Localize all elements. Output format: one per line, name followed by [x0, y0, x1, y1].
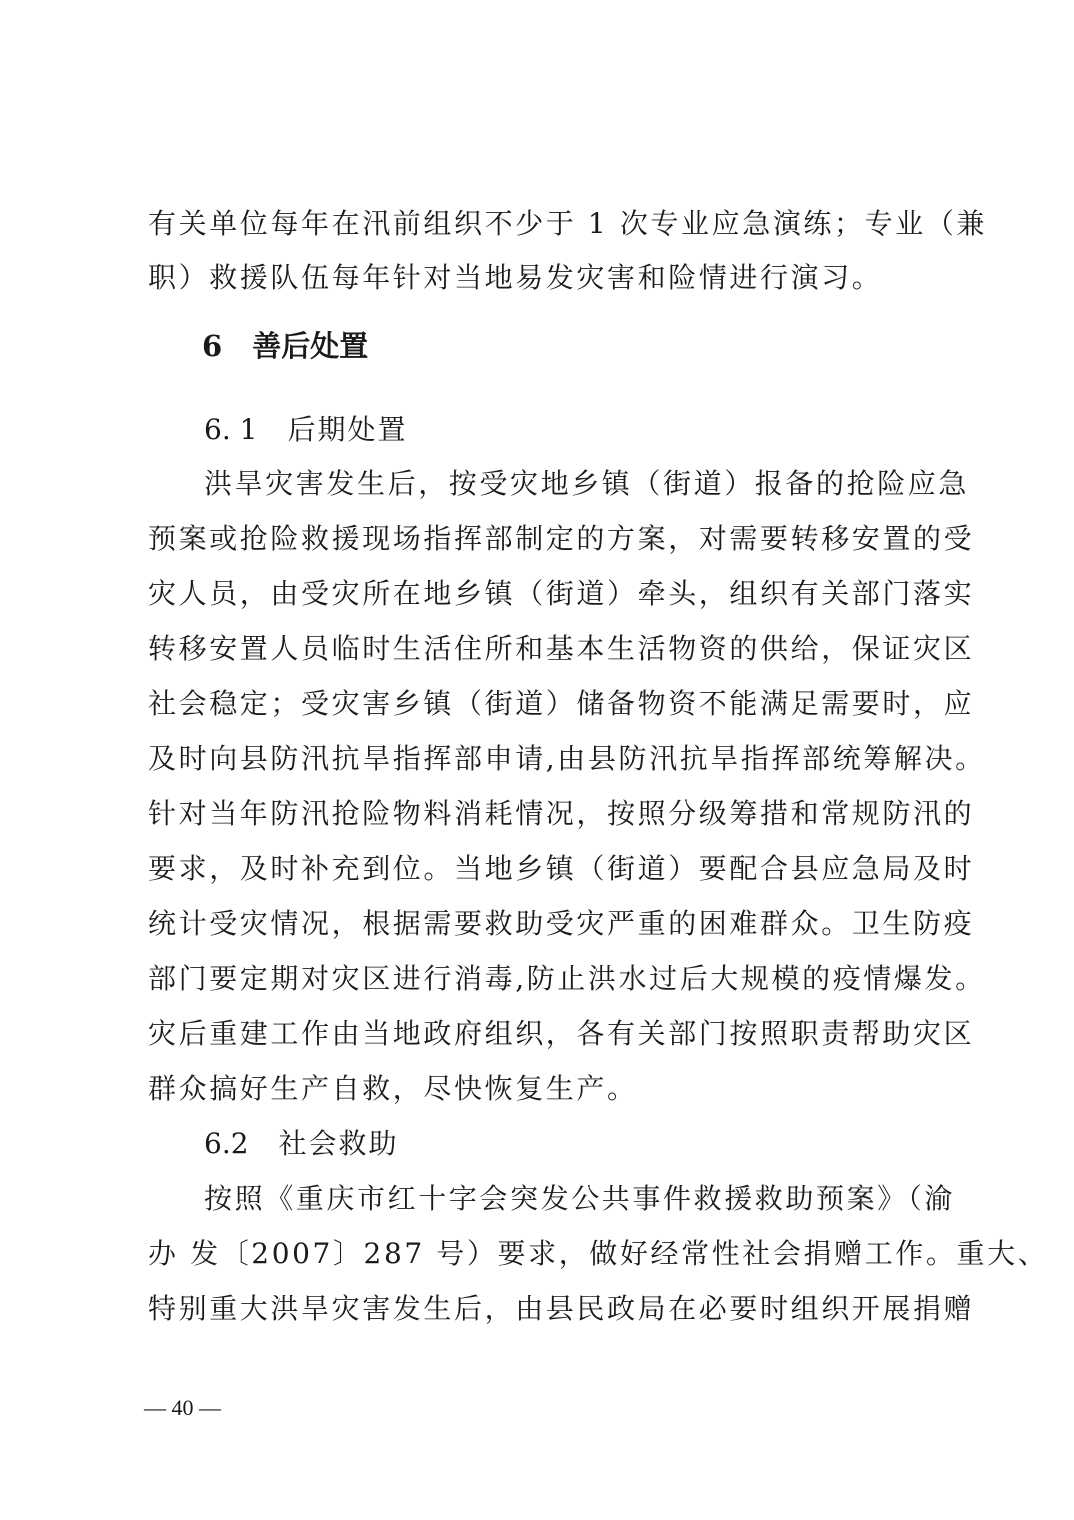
section-heading — [202, 328, 368, 364]
body-text-line: 办 发〔2007〕287 号）要求，做好经常性社会捐赠工作。重大、 — [148, 1237, 1049, 1270]
body-text-line: 有关单位每年在汛前组织不少于 1 次专业应急演练；专业（兼 — [148, 207, 988, 240]
section-number: 6 — [202, 329, 223, 363]
subsection-title: 后期处置 — [287, 413, 408, 446]
body-text-line: 转移安置人员临时生活住所和基本生活物资的供给，保证灾区 — [148, 632, 975, 665]
body-text-line: 社会稳定；受灾害乡镇（街道）储备物资不能满足需要时，应 — [148, 687, 975, 720]
body-text-line: 统计受灾情况，根据需要救助受灾严重的困难群众。卫生防疫 — [148, 907, 975, 940]
body-text-line: 要求，及时补充到位。当地乡镇（街道）要配合县应急局及时 — [148, 852, 975, 885]
subsection-number: 6. 1 — [204, 413, 258, 446]
body-text-line: 洪旱灾害发生后，按受灾地乡镇（街道）报备的抢险应急 — [204, 467, 970, 500]
body-text-line: 预案或抢险救援现场指挥部制定的方案，对需要转移安置的受 — [148, 522, 975, 555]
subsection-heading — [204, 412, 407, 448]
body-text-line: 灾人员，由受灾所在地乡镇（街道）牵头，组织有关部门落实 — [148, 577, 975, 610]
body-text-line: 部门要定期对灾区进行消毒,防止洪水过后大规模的疫情爆发。 — [148, 962, 986, 995]
subsection-number: 6.2 — [204, 1127, 249, 1160]
body-text-line: 针对当年防汛抢险物料消耗情况，按照分级筹措和常规防汛的 — [148, 797, 975, 830]
body-text-line: 灾后重建工作由当地政府组织，各有关部门按照职责帮助灾区 — [148, 1017, 975, 1050]
subsection-heading — [204, 1126, 399, 1162]
body-text-line: 及时向县防汛抗旱指挥部申请,由县防汛抗旱指挥部统筹解决。 — [148, 742, 986, 775]
section-title: 善后处置 — [252, 329, 369, 363]
page-number: — 40 — — [144, 1395, 221, 1420]
body-text-line: 职）救援队伍每年针对当地易发灾害和险情进行演习。 — [148, 261, 883, 294]
body-text-line: 特别重大洪旱灾害发生后，由县民政局在必要时组织开展捐赠 — [148, 1292, 975, 1325]
subsection-title: 社会救助 — [278, 1127, 399, 1160]
body-text-line: 按照《重庆市红十字会突发公共事件救援救助预案》（渝 — [204, 1182, 956, 1215]
body-text-line: 群众搞好生产自救，尽快恢复生产。 — [148, 1072, 638, 1105]
